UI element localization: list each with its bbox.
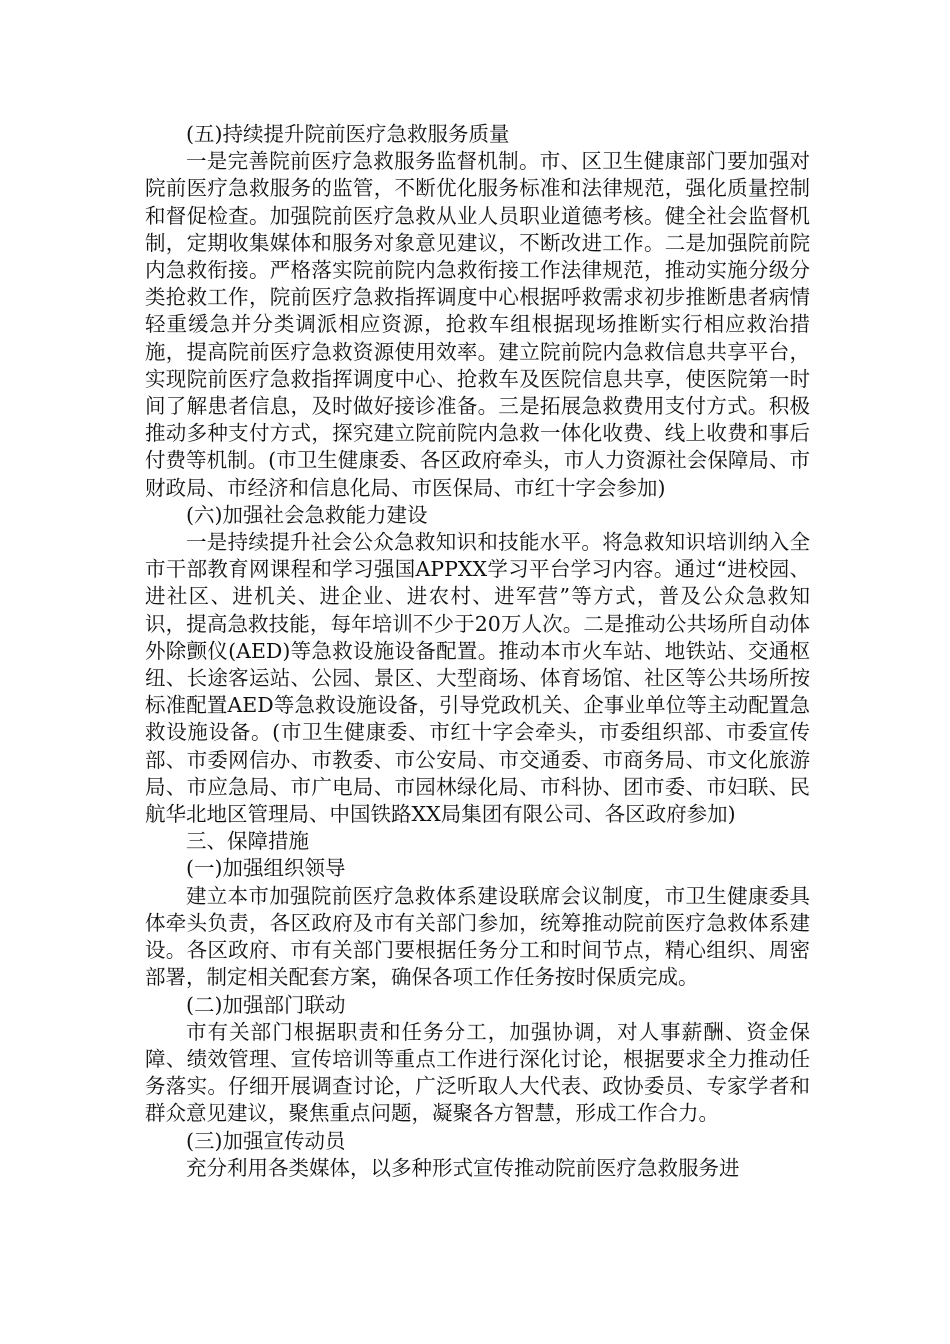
subsection-heading-2: (二)加强部门联动: [186, 992, 346, 1017]
paragraph-publicity: 充分利用各类媒体，以多种形式宣传推动院前医疗急救服务进: [186, 1155, 740, 1180]
section-heading-safeguards: 三、保障措施: [186, 829, 309, 854]
paragraph-organization: 建立本市加强院前医疗急救体系建设联席会议制度，市卫生健康委具体牵头负责，各区政府及市有关部门参加，统筹推动院前医疗急救体系建设。各区政府、市有关部门要根据任务分工和时间节点，精心组织、周密部署，制定相关配套方案，确保各项工作任务按时保质完成。: [145, 883, 810, 990]
paragraph-coordination: 市有关部门根据职责和任务分工，加强协调，对人事薪酬、资金保障、绩效管理、宣传培训等重点工作进行深化讨论，根据要求全力推动任务落实。仔细开展调查讨论，广泛听取人大代表、政协委员、专家学者和群众意见建议，聚焦重点问题，凝聚各方智慧，形成工作合力。: [145, 1019, 810, 1126]
paragraph-service-quality: 一是完善院前医疗急救服务监督机制。市、区卫生健康部门要加强对院前医疗急救服务的监管，不断优化服务标准和法律规范，强化质量控制和督促检查。加强院前医疗急救从业人员职业道德考核。健全社会监督机制，定期收集媒体和服务对象意见建议，不断改进工作。二是加强院前院内急救衔接。严格落实院前院内急救衔接工作法律规范，推动实施分级分类抢救工作，院前医疗急救指挥调度中心根据呼救需求初步推断患者病情轻重缓急并分类调派相应资源，抢救车组根据现场推断实行相应救治措施，提高院前医疗急救资源使用效率。建立院前院内急救信息共享平台，实现院前医疗急救指挥调度中心、抢救车及医院信息共享，使医院第一时间了解患者信息，及时做好接诊准备。三是拓展急救费用支付方式。积极推动多种支付方式，探究建立院前院内急救一体化收费、线上收费和事后付费等机制。(市卫生健康委、各区政府牵头，市人力资源社会保障局、市财政局、市经济和信息化局、市医保局、市红十字会参加): [145, 149, 810, 500]
subsection-heading-1: (一)加强组织领导: [186, 856, 346, 881]
subsection-heading-3: (三)加强宣传动员: [186, 1128, 346, 1153]
paragraph-social-first-aid: 一是持续提升社会公众急救知识和技能水平。将急救知识培训纳入全市干部教育网课程和学习强国APPXX学习平台学习内容。通过“进校园、进社区、进机关、进企业、进农村、进军营”等方式，普及公众急救知识，提高急救技能，每年培训不少于20万人次。二是推动公共场所自动体外除颤仪(AED)等急救设施设备配置。推动本市火车站、地铁站、交通枢纽、长途客运站、公园、景区、大型商场、体育场馆、社区等公共场所按标准配置AED等急救设施设备，引导党政机关、企事业单位等主动配置急救设施设备。(市卫生健康委、市红十字会牵头，市委组织部、市委宣传部、市委网信办、市教委、市公安局、市交通委、市商务局、市文化旅游局、市应急局、市广电局、市园林绿化局、市科协、团市委、市妇联、民航华北地区管理局、中国铁路XX局集团有限公司、各区政府参加): [145, 530, 810, 827]
section-heading-6: (六)加强社会急救能力建设: [186, 502, 428, 527]
section-heading-5: (五)持续提升院前医疗急救服务质量: [186, 122, 510, 146]
document-page: [145, 121, 810, 1182]
